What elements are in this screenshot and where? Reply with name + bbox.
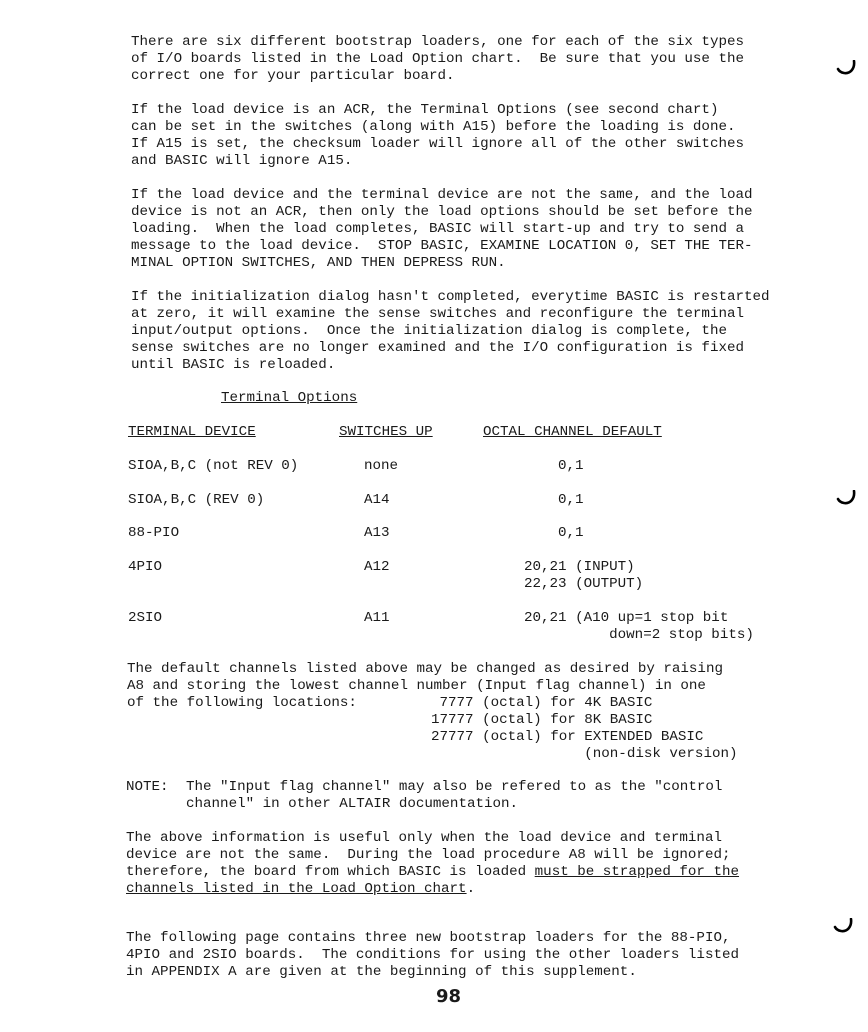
cell-channel: 0,1 [558,492,584,508]
page-number: 98 [436,986,462,1007]
binder-hole-mark-icon [836,490,858,506]
cell-channel: 20,21 (INPUT) 22,23 (OUTPUT) [524,559,644,592]
binder-hole-mark-icon [836,60,858,76]
cell-switches: A11 [364,610,390,626]
header-terminal-device: TERMINAL DEVICE [128,424,256,440]
info-end: . [466,881,476,897]
paragraph-acr-load-device: If the load device is an ACR, the Terminal Options (see second chart) can be set in the switches (along with A15) before the loading is done. If A15 is set, the checksum loader will ignore all of the other switches and BASIC will ignore A15. [131,102,744,169]
cell-switches: A13 [364,525,390,541]
paragraph-initialization-dialog: If the initialization dialog hasn't completed, everytime BASIC is restarted at zero, it will examine the sense switches and reconfigure the terminal input/output options. Once the initialization dialog is complete, the sense switches are no longer examined and the I/O configuration is fixed until BASIC is reloaded. [131,289,770,373]
info-underlined-text: must be strapped for the channels listed in the Load Option chart [126,864,740,897]
cell-channel: 20,21 (A10 up=1 stop bit down=2 stop bits) [524,610,754,643]
cell-channel: 0,1 [558,525,584,541]
cell-device: 2SIO [128,610,163,626]
cell-channel: 0,1 [558,458,584,474]
paragraph-bootstrap-loaders: There are six different bootstrap loaders, one for each of the six types of I/O boards listed in the Load Option chart. Be sure that you use the correct one for your particular board. [131,34,744,84]
cell-device: 4PIO [128,559,163,575]
paragraph-above-information [126,830,816,898]
paragraph-terminal-device: If the load device and the terminal device are not the same, and the load device is not an ACR, then only the load options should be set before the loading. When the load completes, BASIC will start-up and try to send a message to the load device. STOP BASIC, EXAMINE LOCATION 0, SET THE TER- MINAL OPTION SWITCHES, AND THEN DEPRESS RUN. [131,187,753,271]
note-text: The "Input flag channel" may also be refered to as the "control channel" in other ALTAIR documentation. [186,779,723,812]
header-switches-up: SWITCHES UP [339,424,433,440]
cell-switches: A14 [364,492,390,508]
table-title: Terminal Options [221,390,358,406]
paragraph-default-channels: The default channels listed above may be changed as desired by raising A8 and storing the lowest channel number (Input flag channel) in one of the following locations: [127,661,723,711]
cell-device: SIOA,B,C (REV 0) [128,492,265,508]
paragraph-following-page: The following page contains three new bootstrap loaders for the 88-PIO, 4PIO and 2SIO boards. The conditions for using the other loaders listed in APPENDIX A are given at the beginning of this supplement. [126,930,739,980]
binder-hole-mark-icon [833,918,855,934]
info-text: The above information is useful only when the load device and terminal device are not the same. During the load procedure A8 will be ignored; therefore, the board from which BASIC is loaded [126,830,731,880]
cell-device: SIOA,B,C (not REV 0) [128,458,299,474]
location-list: 7777 (octal) for 4K BASIC 17777 (octal) for 8K BASIC 27777 (octal) for EXTENDED BASIC (non-disk version) [431,695,738,762]
header-octal-channel-default: OCTAL CHANNEL DEFAULT [483,424,662,440]
cell-switches: none [364,458,399,474]
cell-device: 88-PIO [128,525,180,541]
cell-switches: A12 [364,559,390,575]
note-label: NOTE: [126,779,169,795]
